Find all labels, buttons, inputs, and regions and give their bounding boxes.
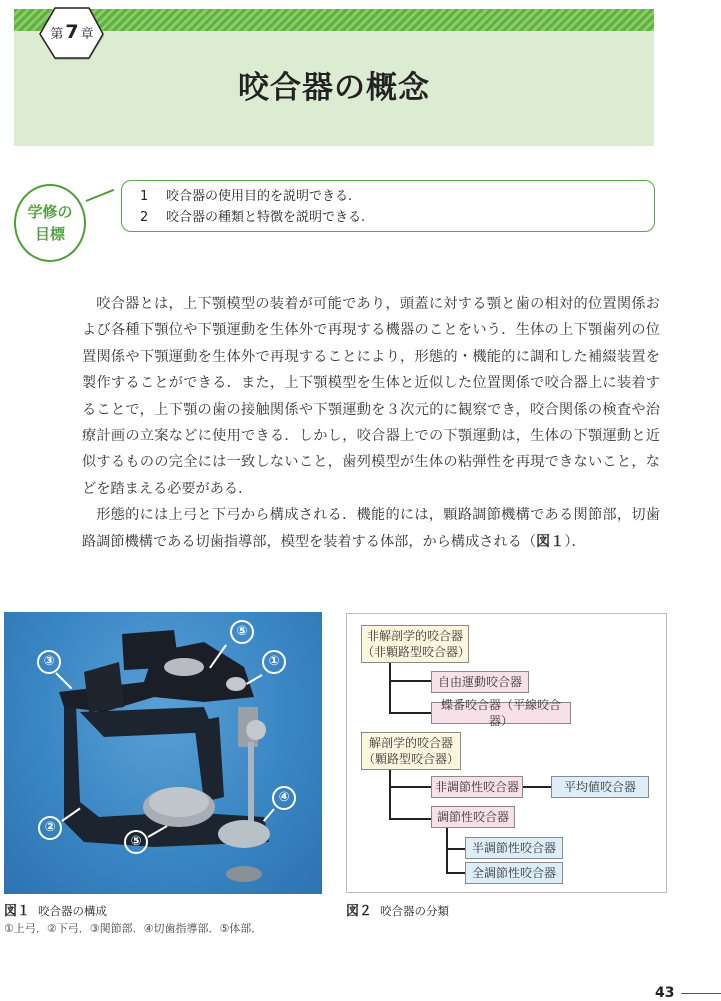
articulator-photo xyxy=(4,612,322,894)
chapter-label: 第 7 章 xyxy=(50,21,94,43)
figure2-caption: 図２ 咬合器の分類 xyxy=(346,904,450,919)
node-fully-adjustable: 全調節性咬合器 xyxy=(465,862,563,884)
objectives-badge xyxy=(14,184,86,262)
label-1: ① xyxy=(262,650,286,674)
connector xyxy=(389,764,391,820)
page-number: 43 xyxy=(655,985,675,1001)
figure1-caption-sub: ①上弓．②下弓．③関節部．④切歯指導部．⑤体部． xyxy=(4,922,263,935)
page-number-rule xyxy=(681,993,721,994)
connector xyxy=(446,828,448,874)
node-hinge: 蝶番咬合器（平線咬合器） xyxy=(431,702,571,724)
node-non-adjustable: 非調節性咬合器 xyxy=(431,776,523,798)
node-adjustable: 調節性咬合器 xyxy=(431,806,515,828)
objectives-badge-line1: 学修の xyxy=(27,203,73,221)
objectives-badge-line2: 目標 xyxy=(34,225,65,243)
connector xyxy=(446,872,466,874)
label-4: ④ xyxy=(272,786,296,810)
node-nonanatomical: 非解剖学的咬合器 （非顆路型咬合器） xyxy=(361,625,469,663)
classification-diagram xyxy=(346,613,667,893)
figure-reference: 図１ xyxy=(536,533,565,550)
objectives-list xyxy=(121,180,655,232)
page-title: 咬合器の概念 xyxy=(238,70,430,106)
node-average-value: 平均値咬合器 xyxy=(551,776,649,798)
connector xyxy=(389,654,391,714)
connector xyxy=(521,786,551,788)
connector xyxy=(389,818,431,820)
paragraph-1: 咬合器とは，上下顎模型の装着が可能であり，頭蓋に対する顎と歯の相対的位置関係および各種下顎位や下顎運動を生体外で再現する機器のことをいう．生体の上下顎歯列の位置関係や下顎運動を生体外で再現することにより，形態的・機能的に調和した補綴装置を製作することができる．また，上下顎模型を生体と近似した位置関係で咬合器上に装着することで，上下顎の歯の接触関係や下顎運動を３次元的に観察でき，咬合関係の検査や治療計画の立案などに使用できる．しかし，咬合器上での下顎運動は，生体の下顎運動と近似するものの完全には一致しないこと，歯列模型が生体の粘弾性を再現できないこと，などを踏まえる必要がある． xyxy=(82,296,660,497)
connector xyxy=(389,786,431,788)
node-semi-adjustable: 半調節性咬合器 xyxy=(465,837,563,859)
node-free-motion: 自由運動咬合器 xyxy=(431,671,529,693)
chapter-badge xyxy=(39,6,105,61)
label-3: ③ xyxy=(37,650,61,674)
node-anatomical: 解剖学的咬合器 （顆路型咬合器） xyxy=(361,732,461,770)
header-stripe xyxy=(14,9,654,31)
label-2: ② xyxy=(38,816,62,840)
objective-item: 2 咬合器の種類と特徴を説明できる. xyxy=(140,210,366,225)
label-5-top: ⑤ xyxy=(230,620,254,644)
objectives-connector xyxy=(86,189,115,202)
connector xyxy=(446,848,466,850)
paragraph-2: 形態的には上弓と下弓から構成される．機能的には，顆路調節機構である関節部，切歯路調節機構である切歯指導部，模型を装着する体部，から構成される（図１）． xyxy=(82,507,660,550)
connector xyxy=(389,680,431,682)
connector xyxy=(389,712,431,714)
figure1-caption: 図１ 咬合器の構成 ①上弓．②下弓．③関節部．④切歯指導部．⑤体部． xyxy=(4,904,263,935)
body-text xyxy=(82,291,660,555)
objective-item: 1 咬合器の使用目的を説明できる. xyxy=(140,189,353,204)
label-5-bottom: ⑤ xyxy=(124,830,148,854)
